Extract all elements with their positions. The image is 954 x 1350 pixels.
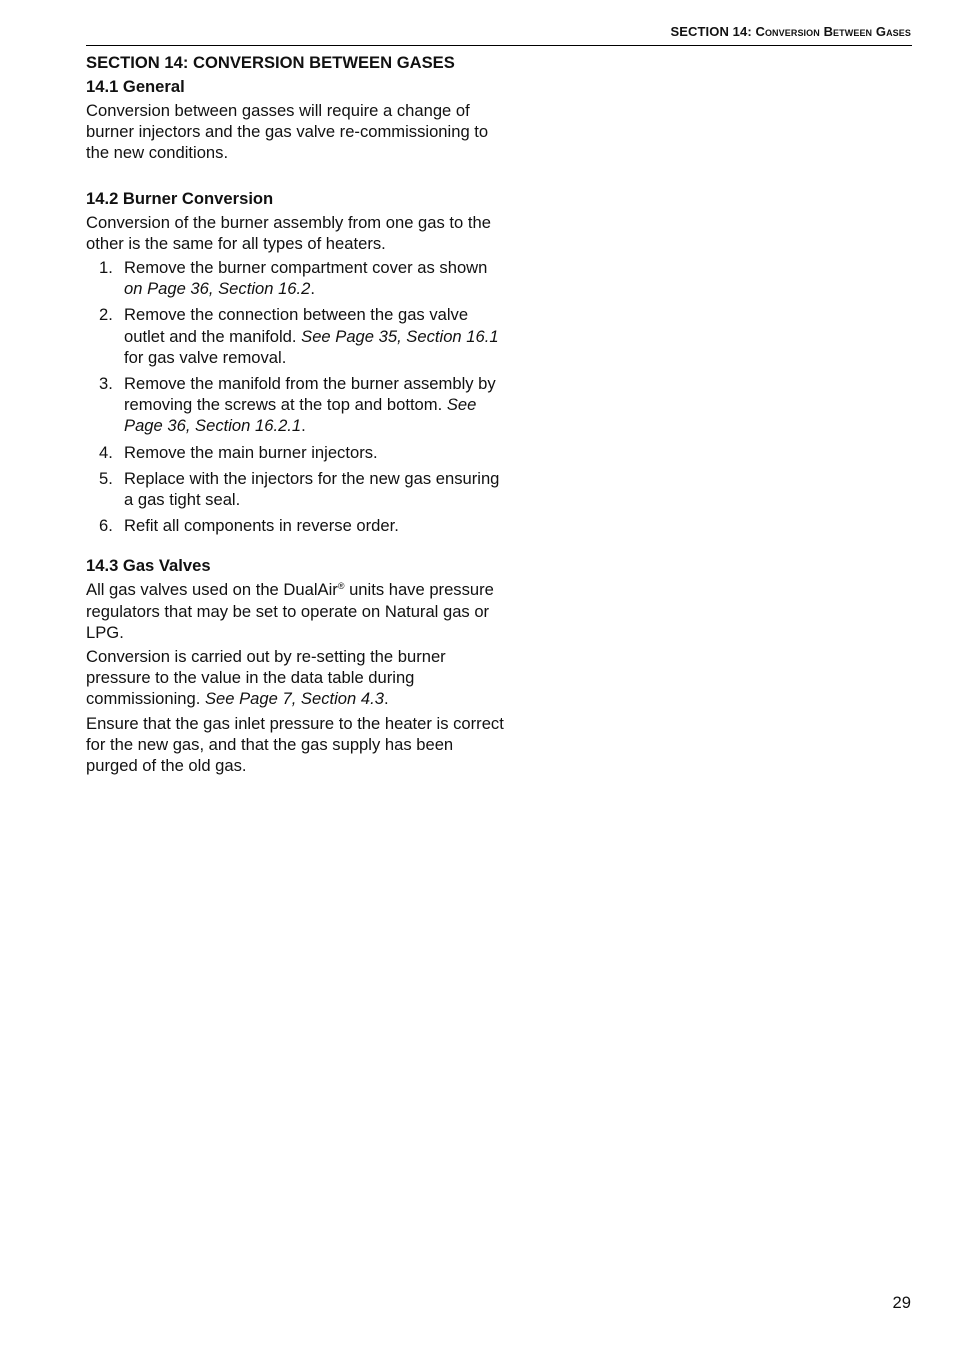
step-number: 1. — [99, 258, 113, 278]
conversion-steps-list — [86, 257, 506, 536]
cross-reference: on Page 36, Section 16.2 — [124, 279, 311, 299]
conversion-text-end: . — [383, 689, 389, 709]
cross-reference: See Page 35, Section 16.1 — [301, 326, 499, 346]
list-item — [86, 257, 506, 299]
inlet-pressure-paragraph: Ensure that the gas inlet pressure to the heater is correct for the new gas, and that the gas supply has been purged of the old gas. — [86, 713, 504, 776]
section-title: SECTION 14: CONVERSION BETWEEN GASES — [86, 53, 455, 72]
list-item — [86, 373, 506, 437]
burner-intro-paragraph: Conversion of the burner assembly from one gas to the other is the same for all types of heaters. — [86, 212, 491, 253]
conversion-text: Conversion is carried out by re-setting the burner pressure to the value in the data table during commissioning. — [86, 647, 446, 709]
step-text-end: for gas valve removal. — [124, 347, 287, 367]
conversion-paragraph — [86, 646, 506, 710]
step-number: 5. — [99, 468, 113, 488]
step-text-end: . — [301, 416, 306, 436]
general-paragraph: Conversion between gasses will require a change of burner injectors and the gas valve re-commissioning to the new conditions. — [86, 101, 489, 163]
step-number: 2. — [99, 305, 113, 325]
step-text-end: . — [310, 279, 315, 299]
step-number: 6. — [99, 516, 113, 536]
step-text: Remove the connection between the gas valve outlet and the manifold. — [124, 305, 469, 346]
heading-14-3: 14.3 Gas Valves — [86, 556, 211, 576]
list-item — [86, 304, 506, 368]
page-number: 29 — [892, 1293, 911, 1312]
cross-reference: See Page 7, Section 4.3 — [204, 689, 384, 709]
heading-14-2: 14.2 Burner Conversion — [86, 188, 274, 208]
registered-mark: ® — [337, 581, 345, 592]
cross-reference: See Page 36, Section 16.2.1 — [124, 395, 477, 436]
heading-14-1: 14.1 General — [86, 77, 185, 96]
step-text: Remove the main burner injectors. — [124, 442, 378, 462]
step-text: Replace with the injectors for the new gas ensuring a gas tight seal. — [124, 468, 500, 510]
step-text: Refit all components in reverse order. — [124, 516, 399, 536]
gas-valves-paragraph — [86, 579, 506, 643]
gas-valves-text-start: All gas valves used on the DualAir — [86, 580, 338, 600]
list-item — [86, 442, 506, 463]
spacer — [86, 541, 506, 555]
spacer — [86, 167, 506, 188]
step-text: Remove the manifold from the burner assembly by removing the screws at the top and bottom. — [124, 374, 496, 415]
main-column — [86, 52, 506, 779]
list-item — [86, 515, 506, 536]
list-item — [86, 468, 506, 510]
step-number: 3. — [99, 374, 113, 394]
gas-valves-text-end: units have pressure regulators that may be set to operate on Natural gas or LPG. — [86, 580, 494, 642]
running-header: SECTION 14: Conversion Between Gases — [670, 24, 911, 39]
step-text: Remove the burner compartment cover as shown — [124, 258, 488, 278]
header-rule — [86, 45, 912, 46]
step-number: 4. — [99, 442, 113, 462]
